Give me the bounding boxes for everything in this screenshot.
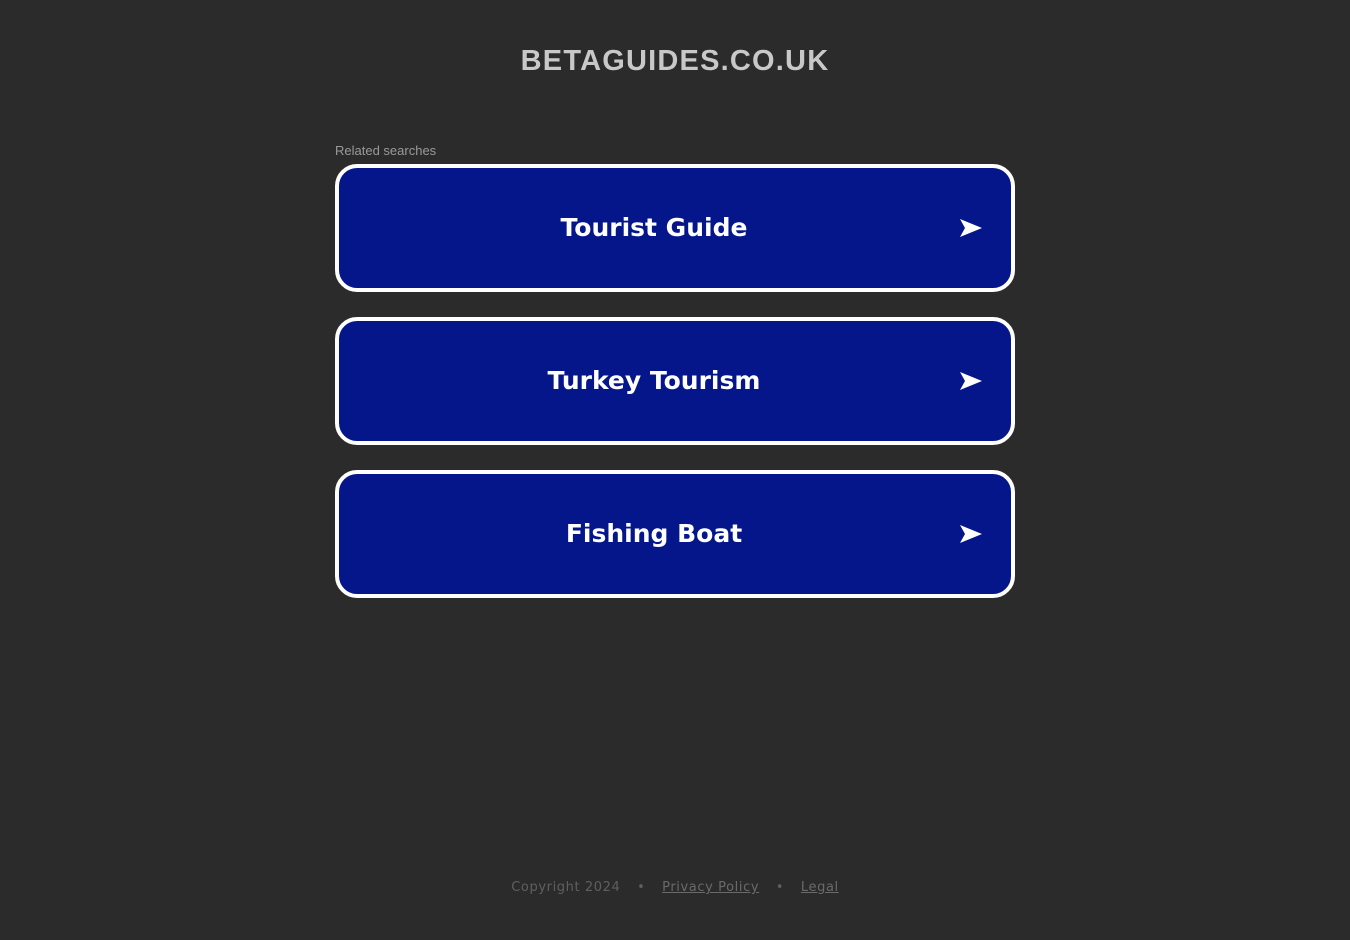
related-search-label: Turkey Tourism xyxy=(547,366,761,395)
copyright-text: Copyright 2024 xyxy=(511,880,621,895)
related-searches-list xyxy=(335,164,1015,623)
related-search-fishing-boat[interactable] xyxy=(335,470,1015,598)
related-searches-label: Related searches xyxy=(335,143,437,158)
related-search-label: Fishing Boat xyxy=(565,519,743,548)
footer-separator: • xyxy=(637,880,646,895)
arrow-right-icon xyxy=(959,371,983,391)
footer-separator: • xyxy=(775,880,785,895)
legal-link[interactable]: Legal xyxy=(800,880,839,895)
site-title[interactable]: BETAGUIDES.CO.UK xyxy=(520,45,830,77)
related-search-turkey-tourism[interactable] xyxy=(335,317,1015,445)
related-search-tourist-guide[interactable] xyxy=(335,164,1015,292)
footer xyxy=(0,879,1350,897)
arrow-right-icon xyxy=(959,218,983,238)
privacy-policy-link[interactable]: Privacy Policy xyxy=(662,880,760,895)
related-search-label: Tourist Guide xyxy=(560,213,748,242)
arrow-right-icon xyxy=(959,524,983,544)
